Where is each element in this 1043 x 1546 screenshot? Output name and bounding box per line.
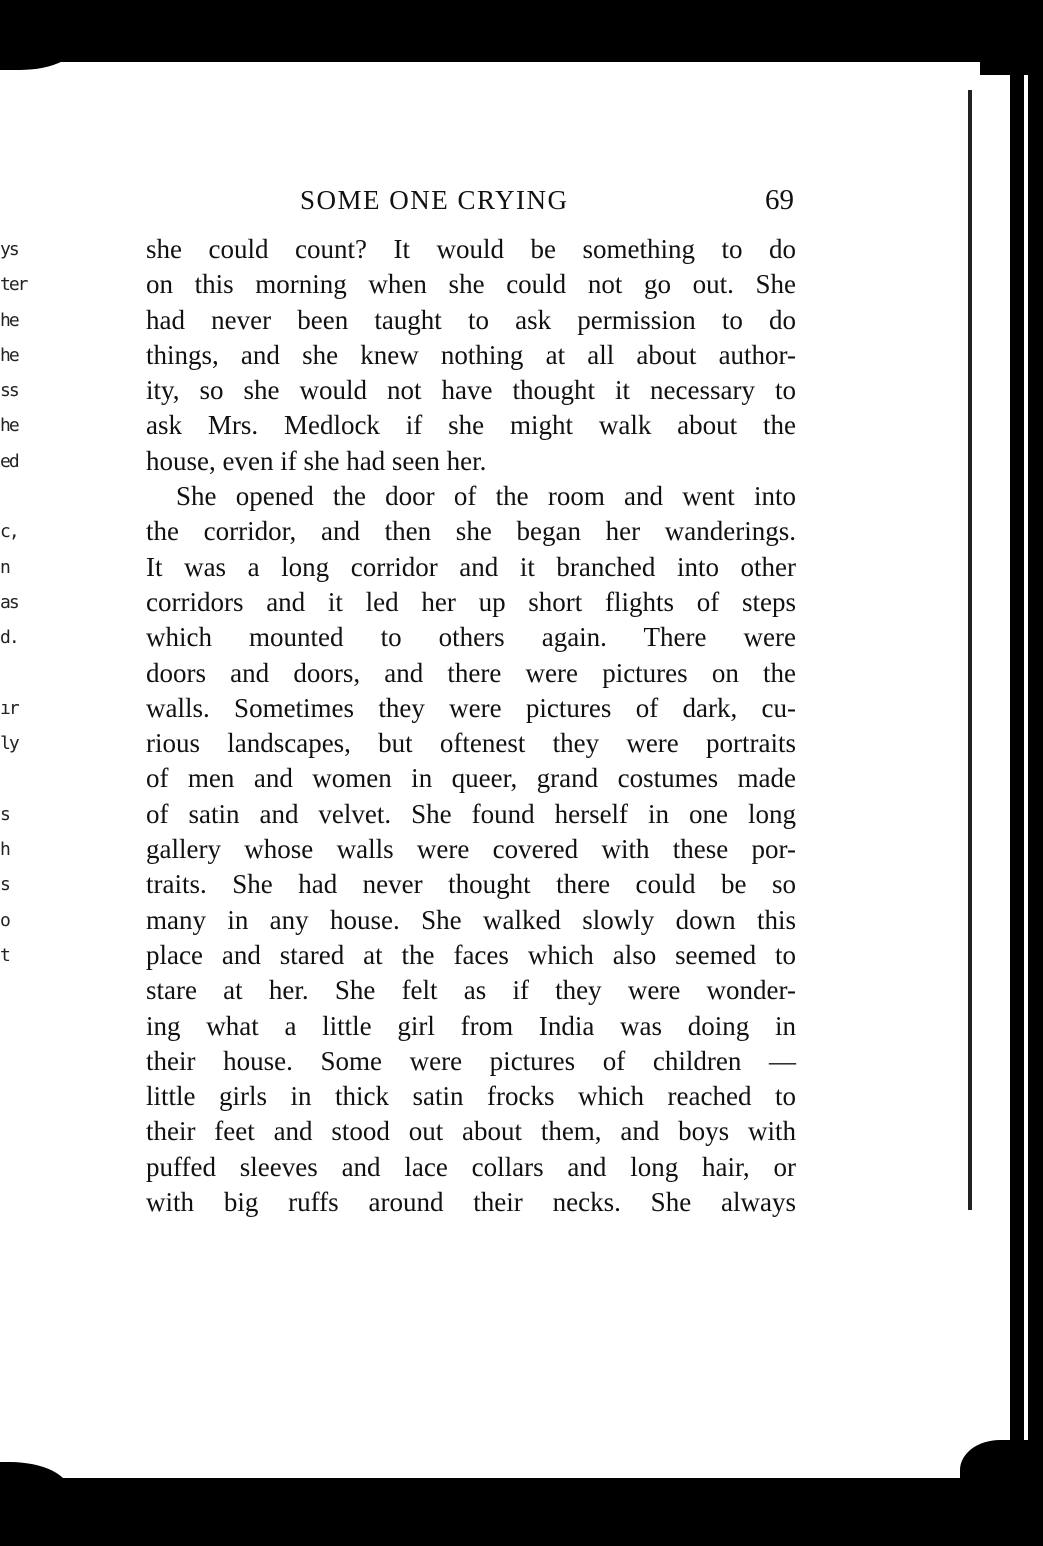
text-line: their house. Some were pictures of children — (146, 1045, 796, 1076)
bleed-fragment: ed (0, 450, 18, 472)
bleed-fragment: s (0, 874, 9, 896)
bleed-fragment: n (0, 556, 9, 578)
bleed-fragment (0, 1079, 22, 1114)
bleed-fragment (0, 1044, 22, 1079)
text-line: house, even if she had seen her. (146, 445, 487, 476)
bleed-fragment: ys (0, 239, 18, 260)
bleed-fragment: o (0, 909, 9, 931)
text-line: she could count? It would be something to do (146, 234, 796, 264)
text-line: of satin and velvet. She found herself in one long (146, 798, 796, 829)
text-line: things, and she knew nothing at all about author- (146, 339, 796, 370)
bleed-fragment: h (0, 839, 9, 861)
bleed-fragment: c, (0, 521, 18, 543)
facing-page-bleed-through (0, 232, 27, 1185)
page-number: 69 (765, 184, 794, 216)
bleed-fragment: d. (0, 627, 18, 649)
bleed-fragment: ss (0, 380, 18, 402)
bleed-fragment: he (0, 309, 18, 331)
text-line: ity, so she would not have thought it necessary to (146, 375, 796, 406)
paragraph (146, 232, 796, 479)
scan-border-bottom (0, 1478, 1043, 1546)
bleed-fragment: ly (0, 733, 18, 755)
text-line: It was a long corridor and it branched into other (146, 551, 796, 582)
text-line: many in any house. She walked slowly down this (146, 904, 796, 935)
scan-border-top (0, 0, 1043, 62)
paragraph (146, 479, 796, 1220)
text-line: stare at her. She felt as if they were wonder- (146, 975, 796, 1006)
bleed-fragment: s (0, 803, 9, 825)
text-line: ing what a little girl from India was doing in (146, 1010, 796, 1041)
bleed-fragment (0, 1150, 22, 1185)
text-line: place and stared at the faces which also seemed to (146, 939, 796, 970)
text-line: rious landscapes, but oftenest they were portraits (146, 728, 796, 759)
text-line: had never been taught to ask permission to do (146, 304, 796, 335)
bleed-fragment: he (0, 344, 18, 366)
text-line: which mounted to others again. There were (146, 622, 796, 653)
bleed-fragment: ter (0, 274, 27, 296)
text-line: ask Mrs. Medlock if she might walk about the (146, 410, 796, 441)
bleed-fragment: as (0, 591, 18, 613)
scan-corner-bottom-right (960, 1440, 1028, 1480)
bleed-fragment (0, 1009, 22, 1044)
scan-border-top-wedge (0, 40, 80, 70)
scan-page-edge-line (968, 90, 972, 1210)
bleed-fragment: ır (0, 697, 18, 719)
bleed-fragment (0, 479, 22, 514)
text-line: traits. She had never thought there could be so (146, 869, 796, 900)
bleed-fragment (0, 973, 22, 1008)
text-line: She opened the door of the room and went into (176, 481, 796, 512)
bleed-fragment (0, 761, 22, 796)
bleed-fragment (0, 1114, 22, 1149)
text-line: gallery whose walls were covered with these por- (146, 834, 796, 865)
bleed-fragment: t (0, 944, 9, 966)
bleed-fragment: he (0, 415, 18, 437)
text-line: of men and women in queer, grand costumes made (146, 763, 796, 794)
scan-border-right (1028, 0, 1043, 1546)
text-line: corridors and it led her up short flights of steps (146, 586, 796, 617)
text-line: on this morning when she could not go out. She (146, 269, 796, 300)
text-line: doors and doors, and there were pictures on the (146, 657, 796, 688)
page-header (146, 180, 796, 220)
scan-border-bottom-wedge (0, 1462, 70, 1492)
text-line: puffed sleeves and lace collars and long hair, or (146, 1151, 796, 1182)
text-line: walls. Sometimes they were pictures of dark, cu- (146, 692, 796, 723)
scan-page-edge-shadow (1010, 70, 1024, 1480)
running-head: SOME ONE CRYING (300, 185, 569, 215)
text-line: with big ruffs around their necks. She always (146, 1187, 796, 1218)
body-text (146, 232, 796, 1220)
text-line: the corridor, and then she began her wanderings. (146, 516, 796, 547)
text-line: little girls in thick satin frocks which reached to (146, 1081, 796, 1112)
bleed-fragment (0, 656, 22, 691)
text-line: their feet and stood out about them, and boys with (146, 1116, 796, 1147)
